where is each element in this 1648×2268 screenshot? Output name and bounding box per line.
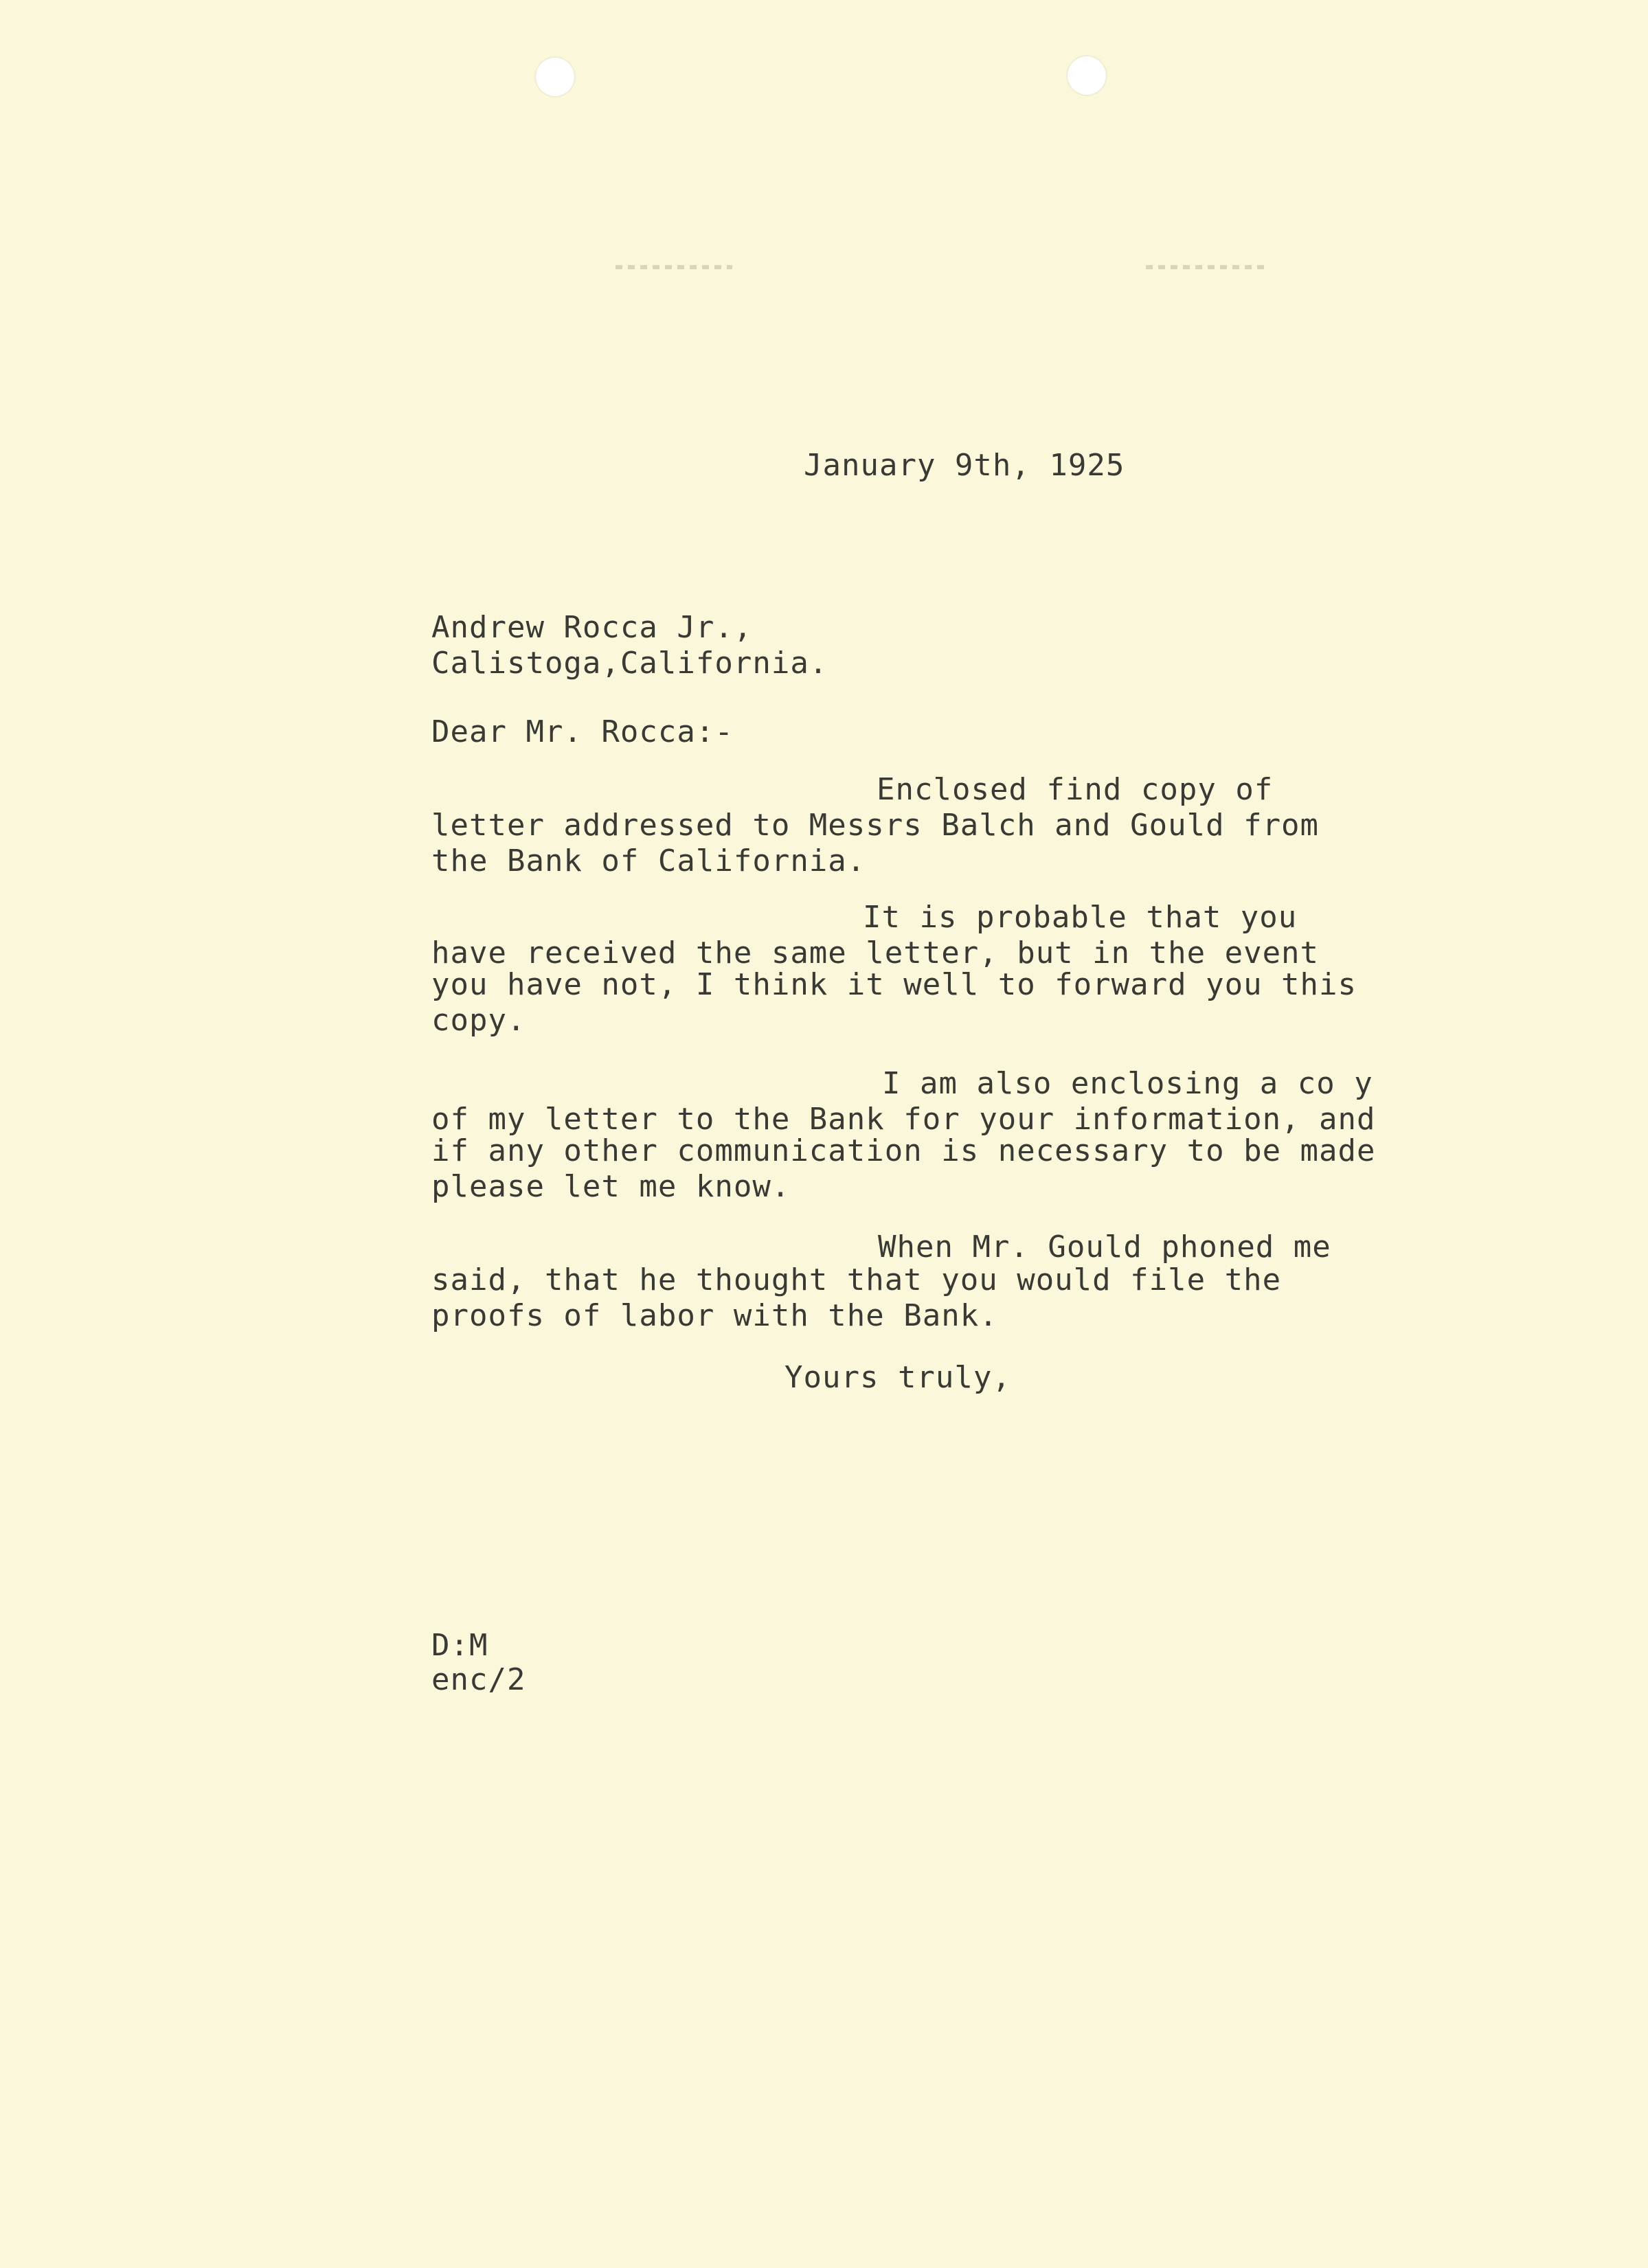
paragraph-2-line-4: copy. xyxy=(431,1003,526,1038)
paragraph-4-line-3: proofs of labor with the Bank. xyxy=(431,1298,998,1333)
paragraph-3-line-3: if any other communication is necessary to be made xyxy=(431,1133,1376,1168)
punch-hole-right xyxy=(1068,56,1106,95)
enclosure-note: enc/2 xyxy=(431,1662,526,1697)
salutation: Dear Mr. Rocca:- xyxy=(431,714,734,749)
paragraph-3-line-4: please let me know. xyxy=(431,1169,791,1204)
closing: Yours truly, xyxy=(785,1360,1011,1395)
recipient-location: Calistoga,California. xyxy=(431,646,828,681)
paragraph-4-line-1: When Mr. Gould phoned me xyxy=(878,1229,1331,1265)
paragraph-3-line-1: I am also enclosing a co y xyxy=(882,1066,1373,1101)
paragraph-1-line-1: Enclosed find copy of xyxy=(877,772,1274,807)
paragraph-2-line-2: have received the same letter, but in the event xyxy=(431,935,1320,971)
paragraph-3-line-2: of my letter to the Bank for your information, and xyxy=(431,1102,1376,1137)
paragraph-2-line-3: you have not, I think it well to forward you this xyxy=(431,967,1357,1002)
faint-letterhead-mark-left xyxy=(616,265,732,269)
paragraph-1-line-2: letter addressed to Messrs Balch and Gould from xyxy=(431,808,1320,843)
faint-letterhead-mark-right xyxy=(1146,265,1269,269)
punch-hole-left xyxy=(536,58,574,96)
recipient-name: Andrew Rocca Jr., xyxy=(431,610,753,645)
paragraph-4-line-2: said, that he thought that you would file the xyxy=(431,1262,1282,1297)
paragraph-1-line-3: the Bank of California. xyxy=(431,843,866,878)
paragraph-2-line-1: It is probable that you xyxy=(863,900,1298,935)
reference-initials: D:M xyxy=(431,1628,488,1663)
letter-date: January 9th, 1925 xyxy=(804,448,1125,483)
